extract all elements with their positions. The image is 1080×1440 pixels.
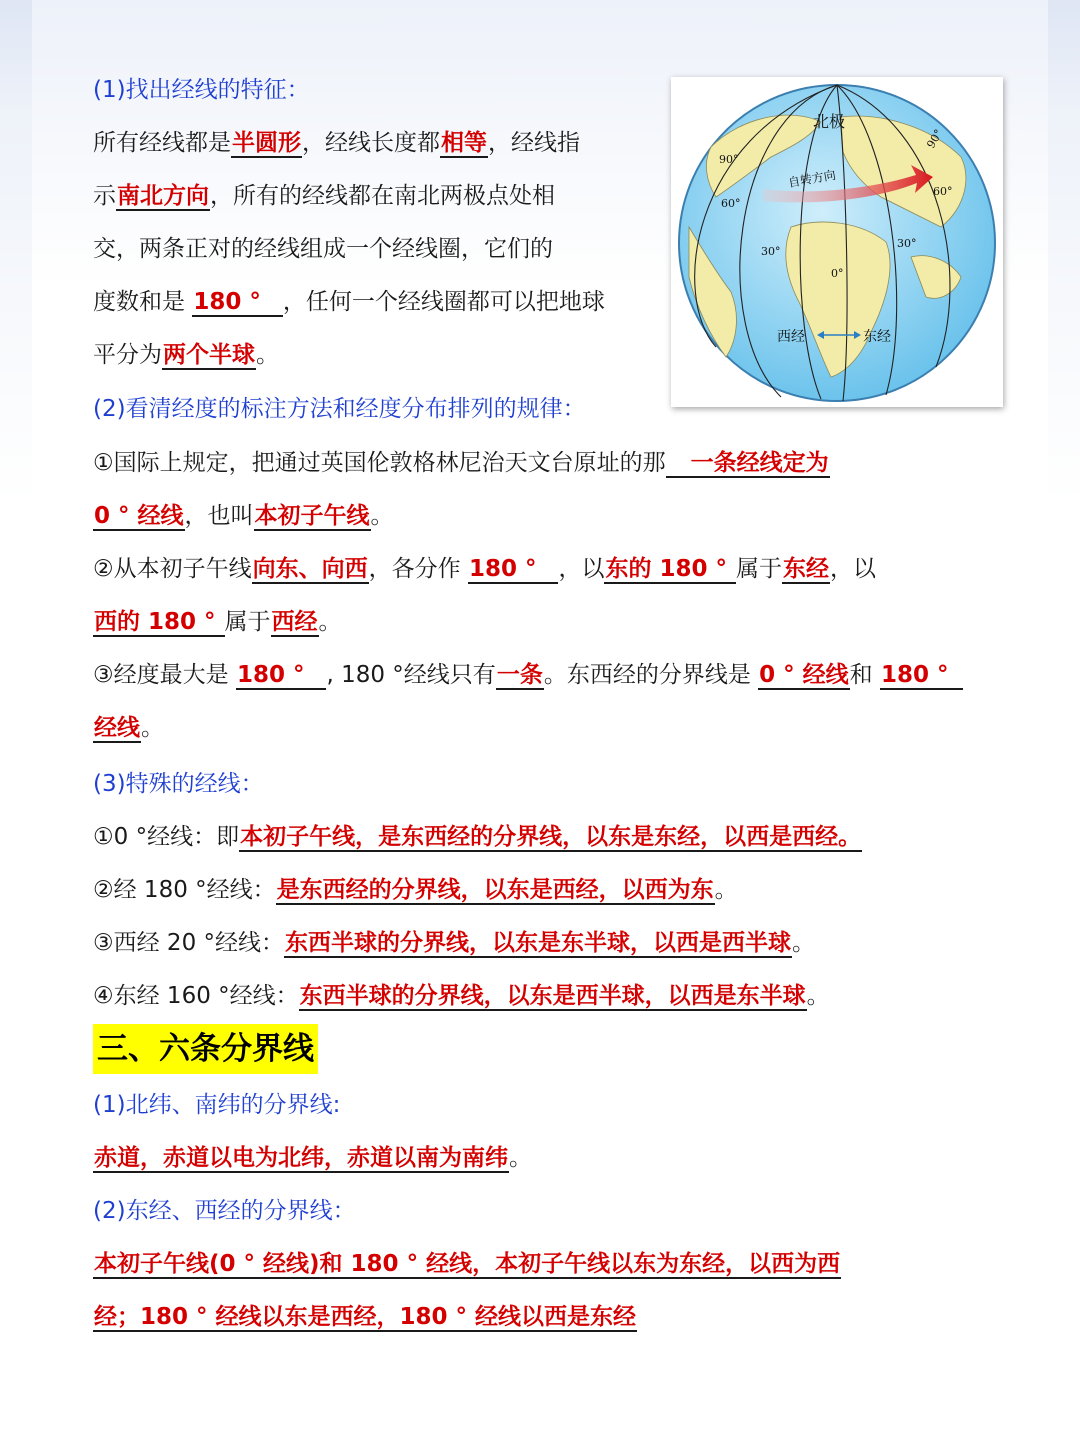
- text: ③经度最大是: [93, 662, 236, 688]
- label-60-right: 60°: [933, 185, 953, 198]
- answer-180: 180 °: [880, 662, 963, 690]
- text: ，任何一个经线圈都可以把地球: [282, 289, 605, 315]
- answer-equator: 赤道，赤道以电为北纬，赤道以南为南纬: [94, 1145, 508, 1171]
- label-0-degree: 0°: [831, 267, 844, 280]
- globe-illustration: [671, 77, 1003, 407]
- text: 。: [509, 1145, 532, 1171]
- text: ，以: [558, 556, 605, 582]
- answer-20w-meridian-desc: 东西半球的分界线，以东是东半球，以西是西半球: [285, 930, 792, 956]
- answer-160e-meridian-desc: 东西半球的分界线，以东是西半球，以西是东半球: [299, 983, 806, 1009]
- label-60-left: 60°: [721, 197, 741, 210]
- part3-answer-2-line1: [93, 1249, 841, 1279]
- text: 和: [849, 662, 880, 688]
- special-meridian-1: [93, 822, 862, 852]
- text: 。: [806, 983, 830, 1009]
- text: 属于: [224, 609, 271, 635]
- section1-paragraph-line3: 交，两条正对的经线组成一个经线圈，它们的: [93, 236, 553, 262]
- text: 。: [714, 877, 738, 903]
- text: 度数和是: [93, 289, 193, 315]
- text: 示: [93, 183, 116, 209]
- label-90-left: 90°: [719, 153, 739, 166]
- label-30-left: 30°: [761, 245, 781, 258]
- part3-answer-2-line2: [93, 1302, 637, 1332]
- label-west-longitude: 西经: [777, 329, 805, 345]
- text: 。: [318, 609, 342, 635]
- text: , 180 °经线只有: [326, 662, 496, 688]
- answer-0-meridian-desc: 本初子午线，是东西经的分界线，以东是东经，以西是西经。: [240, 824, 862, 850]
- text: ，经线长度都: [302, 130, 440, 156]
- answer-0-meridian: 0 ° 经线: [94, 503, 184, 529]
- answer-north-south: 南北方向: [117, 183, 209, 209]
- label-30-right: 30°: [897, 237, 917, 250]
- answer-one-line: 一条: [496, 662, 543, 688]
- section2-rule2-cont: [93, 607, 342, 637]
- text: ②经 180 °经线：: [93, 877, 276, 903]
- section1-paragraph-line1: [93, 128, 580, 158]
- answer-prime-meridian: 本初子午线: [254, 503, 370, 529]
- text: 属于: [736, 556, 783, 582]
- answer-east-west-boundary: 本初子午线(0 ° 经线)和 180 ° 经线，本初子午线以东为东经，以西为西: [94, 1251, 841, 1277]
- section1-paragraph-line2: [93, 181, 555, 211]
- text: 平分为: [93, 342, 162, 368]
- section2-heading: (2)看清经度的标注方法和经度分布排列的规律：: [93, 396, 586, 422]
- answer-east-west: 向东、向西: [252, 556, 368, 582]
- answer-east-180: 东的 180 °: [605, 556, 736, 582]
- answer-180: 180 °: [192, 289, 283, 317]
- special-meridian-4: [93, 981, 830, 1011]
- text: 。: [256, 342, 279, 368]
- special-meridian-2: [93, 875, 738, 905]
- text: 。: [141, 715, 164, 741]
- label-east-longitude: 东经: [863, 329, 891, 345]
- text: ④东经 160 °经线：: [93, 983, 299, 1009]
- label-rotation: 自转方向: [787, 167, 837, 190]
- label-90-right: 90°: [924, 127, 946, 151]
- text: ②从本初子午线: [93, 556, 252, 582]
- text: ③西经 20 °经线：: [93, 930, 285, 956]
- globe-svg: [671, 77, 1003, 407]
- answer-max-180: 180 °: [236, 662, 327, 690]
- text: ，所有的经线都在南北两极点处相: [210, 183, 555, 209]
- section2-rule1: [93, 448, 830, 478]
- label-north-pole: 北极: [813, 112, 846, 131]
- text: ①国际上规定，把通过英国伦敦格林尼治天文台原址的那: [93, 450, 666, 476]
- special-meridian-3: [93, 928, 815, 958]
- section3-heading: (3)特殊的经线：: [93, 771, 264, 797]
- part3-subheading-2: (2)东经、西经的分界线：: [93, 1198, 356, 1224]
- section1-paragraph-line5: [93, 340, 279, 370]
- section2-rule3: [93, 660, 963, 690]
- text: ，以: [830, 556, 877, 582]
- answer-west-180: 西的 180 °: [94, 609, 224, 635]
- answer-equal: 相等: [441, 130, 487, 156]
- text: ，各分作: [368, 556, 468, 582]
- section1-heading: (1)找出经线的特征：: [93, 77, 310, 103]
- text: 。: [370, 503, 394, 529]
- answer-two-hemispheres: 两个半球: [163, 342, 255, 368]
- answer-180-meridian-desc: 是东西经的分界线，以东是西经，以西为东: [276, 877, 714, 903]
- text: 。东西经的分界线是: [543, 662, 759, 688]
- part3-subheading-1: (1)北纬、南纬的分界线:: [93, 1092, 341, 1118]
- answer-one-meridian: 一条经线定为: [666, 450, 829, 476]
- section2-rule1-cont: [93, 501, 394, 531]
- text: ，也叫: [184, 503, 254, 529]
- text: 。: [792, 930, 816, 956]
- part3-answer-1: [93, 1143, 532, 1173]
- answer-east-longitude: 东经: [783, 556, 830, 582]
- answer-east-west-boundary-cont: 经；180 ° 经线以东是西经，180 ° 经线以西是东经: [94, 1304, 637, 1330]
- text: ，经线指: [488, 130, 580, 156]
- answer-west-longitude: 西经: [271, 609, 318, 635]
- answer-semicircle: 半圆形: [232, 130, 301, 156]
- answer-meridian: 经线: [94, 715, 140, 741]
- text: ①0 °经线：即: [93, 824, 240, 850]
- section2-rule3-cont: [93, 713, 164, 743]
- text: 所有经线都是: [93, 130, 231, 156]
- part3-heading: 三、六条分界线: [93, 1024, 318, 1074]
- answer-180: 180 °: [468, 556, 559, 584]
- section1-paragraph-line4: [93, 287, 605, 317]
- answer-0-meridian: 0 ° 经线: [759, 662, 849, 688]
- section2-rule2: [93, 554, 876, 584]
